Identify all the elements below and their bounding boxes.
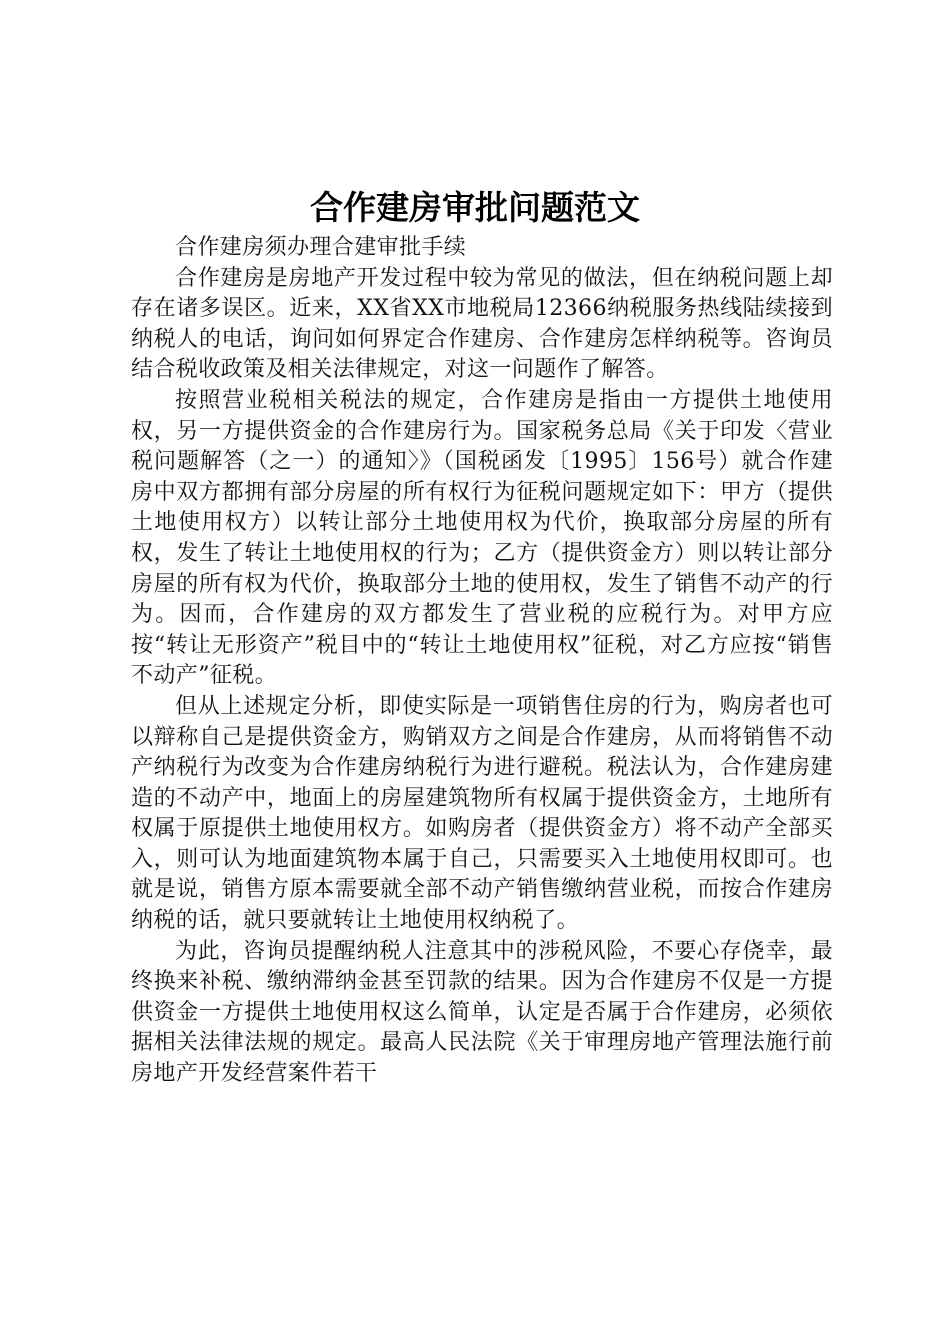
document-subtitle: 合作建房须办理合建审批手续 — [175, 235, 467, 260]
paragraph: 合作建房是房地产开发过程中较为常见的做法，但在纳税问题上却存在诸多误区。近来，XX省XX市地税局12366纳税服务热线陆续接到纳税人的电话，询问如何界定合作建房、合作建房怎样纳税等。咨询员结合税收政策及相关法律规定，对这一问题作了解答。 — [131, 265, 833, 383]
paragraph: 为此，咨询员提醒纳税人注意其中的涉税风险，不要心存侥幸，最终换来补税、缴纳滞纳金甚至罚款的结果。因为合作建房不仅是一方提供资金一方提供土地使用权这么简单，认定是否属于合作建房，必须依据相关法律法规的规定。最高人民法院《关于审理房地产管理法施行前房地产开发经营案件若干 — [131, 938, 833, 1087]
document-body — [131, 233, 833, 1090]
paragraph: 但从上述规定分析，即使实际是一项销售住房的行为，购房者也可以辩称自己是提供资金方，购销双方之间是合作建房，从而将销售不动产纳税行为改变为合作建房纳税行为进行避税。税法认为，合作建房建造的不动产中，地面上的房屋建筑物所有权属于提供资金方，土地所有权属于原提供土地使用权方。如购房者（提供资金方）将不动产全部买入，则可认为地面建筑物本属于自己，只需要买入土地使用权即可。也就是说，销售方原本需要就全部不动产销售缴纳营业税，而按合作建房纳税的话，就只要就转让土地使用权纳税了。 — [131, 693, 833, 934]
paragraph: 按照营业税相关税法的规定，合作建房是指由一方提供土地使用权，另一方提供资金的合作建房行为。国家税务总局《关于印发〈营业税问题解答（之一）的通知〉》（国税函发〔1995〕156号）就合作建房中双方都拥有部分房屋的所有权行为征税问题规定如下：甲方（提供土地使用权方）以转让部分土地使用权为代价，换取部分房屋的所有权，发生了转让土地使用权的行为；乙方（提供资金方）则以转让部分房屋的所有权为代价，换取部分土地的使用权，发生了销售不动产的行为。因而，合作建房的双方都发生了营业税的应税行为。对甲方应按“转让无形资产”税目中的“转让土地使用权”征税，对乙方应按“销售不动产”征税。 — [131, 387, 833, 689]
document-title: 合作建房审批问题范文 — [310, 188, 640, 227]
